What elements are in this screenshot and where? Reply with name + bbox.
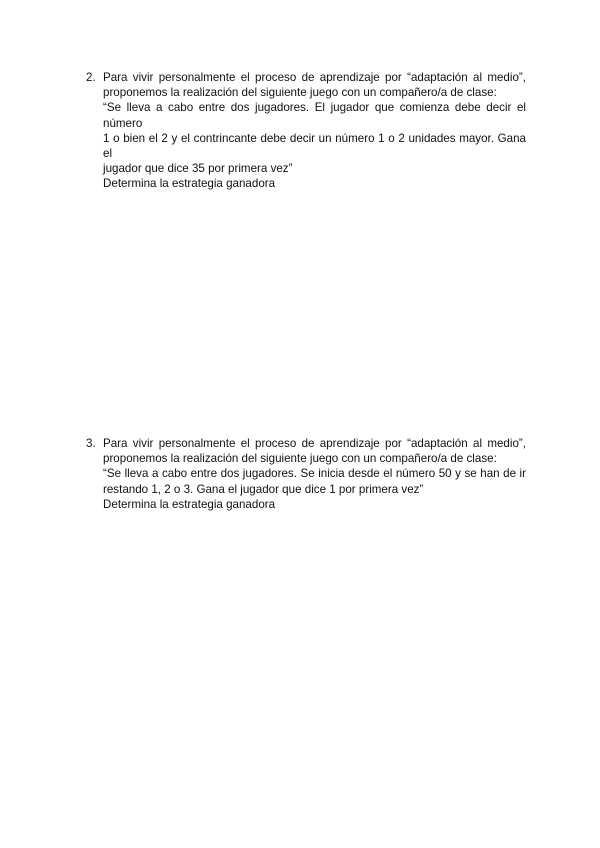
question-number: 3. [86,437,96,450]
question-text-line: restando 1, 2 o 3. Gana el jugador que dice 1 por primera vez” [103,482,424,496]
question-task: Determina la estrategia ganadora [103,497,276,511]
question-text-line: 1 o bien el 2 y el contrincante debe decir un número 1 o 2 unidades mayor. Gana el [103,131,526,161]
question-text-line: Para vivir personalmente el proceso de aprendizaje por “adaptación al medio”, [103,71,526,84]
question-2 [86,70,526,192]
question-text-line: Para vivir personalmente el proceso de aprendizaje por “adaptación al medio”, [103,437,526,450]
question-body [103,436,526,512]
question-text-line: jugador que dice 35 por primera vez” [103,162,293,176]
question-task: Determina la estrategia ganadora [103,177,276,191]
question-3 [86,436,526,512]
question-text-line: “Se lleva a cabo entre dos jugadores. El jugador que comienza debe decir el número [103,101,526,130]
question-text-line: proponemos la realización del siguiente juego con un compañero/a de clase: [103,86,497,100]
question-text-line: proponemos la realización del siguiente juego con un compañero/a de clase: [103,452,497,466]
question-body [103,70,526,192]
question-text-line: “Se lleva a cabo entre dos jugadores. Se inicia desde el número 50 y se han de ir [103,467,526,481]
question-number: 2. [86,71,96,84]
